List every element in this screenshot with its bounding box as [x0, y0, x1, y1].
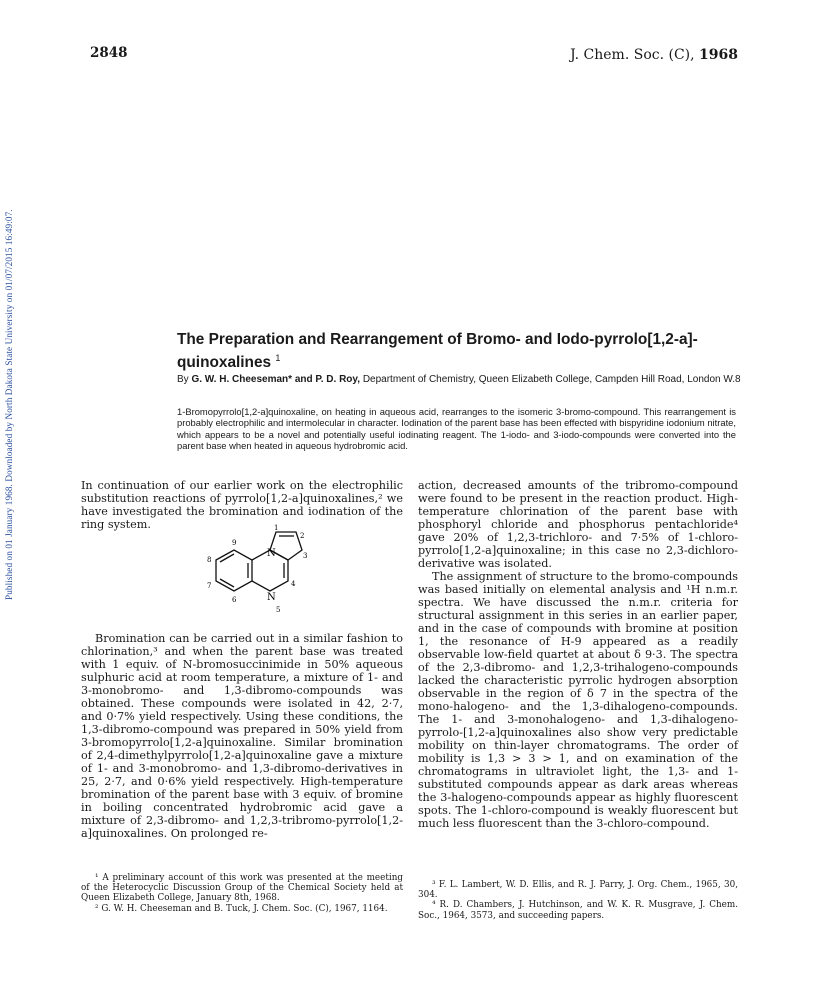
position-label: 5 [276, 606, 281, 614]
author-line [177, 373, 777, 386]
structure-assignment-paragraph: The assignment of structure to the bromo-compounds was based initially on elemental analysis and ¹H n.m.r. spectra. We have discussed the n.m.r. criteria for structural assignment in this series in an earlier paper, and in the case of compounds with bromine at position 1, the resonance of H-9 appeared as a readily observable low-field quartet at about δ 9·3. The spectra of the 2,3-dibromo- and 1,2,3-trihalogeno-compounds lacked the characteristic pyrrolic hydrogen absorption observable in the region of δ 7 in the spectra of the mono-halogeno- and the 1,3-dihalogeno-compounds. The 1- and 3-monohalogeno- and 1,3-dihalogeno-pyrrolo-[1,2-a]quinoxalines also show very predictable mobility on thin-layer chromatograms. The order of mobility is 1,3 > 3 > 1, and on examination of the chromatograms in ultraviolet light, the 1,3- and 1-substituted compounds appear as dark areas whereas the 3-halogeno-compounds appear as highly fluorescent spots. The 1-chloro-compound is weakly fluorescent but much less fluorescent than the 3-chloro-compound. [418, 570, 738, 830]
atom-label-n: N [267, 592, 276, 603]
journal-name: J. Chem. Soc. (C), [570, 47, 695, 63]
article-title [177, 330, 767, 372]
download-watermark: Published on 01 January 1968. Downloaded by North Dakota State University on 01/07/2015 16:49:07. [4, 209, 14, 600]
position-label: 7 [207, 582, 212, 590]
article-title-text: The Preparation and Rearrangement of Bromo- and Iodo-pyrrolo[1,2-a]-quinoxalines [177, 331, 698, 372]
bromination-paragraph: Bromination can be carried out in a similar fashion to chlorination,³ and when the parent base was treated with 1 equiv. of N-bromosuccinimide in 50% aqueous sulphuric acid at room temperature, a mixture of 1- and 3-monobromo- and 1,3-dibromo-compounds was obtained. These compounds were isolated in 42, 2·7, and 0·7% yield respectively. Using these conditions, the 1,3-dibromo-compound was prepared in 50% yield from 3-bromopyrrolo[1,2-a]quinoxaline. Similar bromination of 2,4-dimethylpyrrolo[1,2-a]quinoxaline gave a mixture of 1- and 3-monobromo- and 1,3-dibromo-derivatives in 25, 2·7, and 0·6% yield respectively. High-temperature bromination of the parent base with 3 equiv. of bromine in boiling concentrated hydrobromic acid gave a mixture of 2,3-dibromo- and 1,2,3-tribromo-pyrrolo[1,2-a]quinoxalines. On prolonged re- [81, 632, 403, 840]
position-label: 9 [232, 539, 237, 547]
by-label: By [177, 374, 189, 385]
affiliation: Department of Chemistry, Queen Elizabeth College, Campden Hill Road, London W.8 [362, 374, 741, 385]
author-names: G. W. H. Cheeseman* and P. D. Roy, [191, 374, 361, 385]
page-number: 2848 [90, 45, 128, 61]
pyrroloquinoxaline-structure-diagram [190, 524, 310, 617]
intro-paragraph: In continuation of our earlier work on the electrophilic substitution reactions of pyrrolo[1,2-a]quinoxalines,² we have investigated the bromination and iodination of the ring system. [81, 479, 403, 531]
position-label: 3 [303, 552, 308, 560]
position-label: 1 [274, 524, 279, 532]
footnote-2: ² G. W. H. Cheeseman and B. Tuck, J. Chem. Soc. (C), 1967, 1164. [95, 903, 388, 914]
atom-label-n: N [267, 548, 276, 559]
position-label: 2 [300, 532, 305, 540]
abstract: 1-Bromopyrrolo[1,2-a]quinoxaline, on heating in aqueous acid, rearranges to the isomeric 3-bromo-compound. This rearrangement is probably electrophilic and intermolecular in character. Iodination of the parent base has been effected with bispyridine iodonium nitrate, which appears to be a novel and potentially useful iodinating reagent. The 1-iodo- and 3-iodo-compounds were converted into the parent base when heated in aqueous hydrobromic acid. [177, 406, 736, 451]
footnotes-right [418, 880, 738, 921]
journal-header [570, 47, 738, 63]
benzene-ring [216, 550, 252, 591]
position-label: 8 [207, 556, 212, 564]
position-label: 6 [232, 596, 237, 604]
footnotes-left [81, 873, 403, 914]
journal-year: 1968 [699, 47, 738, 63]
footnote-1: ¹ A preliminary account of this work was presented at the meeting of the Heterocyclic Discussion Group of the Chemical Society held at Queen Elizabeth College, January 8th, 1968. [81, 873, 403, 904]
position-label: 4 [291, 580, 296, 588]
title-footnote-ref: 1 [275, 353, 281, 363]
chlorination-paragraph: action, decreased amounts of the tribromo-compound were found to be present in the reaction product. High-temperature chlorination of the parent base with phosphoryl chloride and phosphorus pentachloride⁴ gave 20% of 1,2,3-trichloro- and 7·5% of 1-chloro-pyrrolo[1,2-a]quinoxaline; in this case no 2,3-dichloro-derivative was isolated. [418, 479, 738, 570]
right-column [418, 479, 738, 830]
footnote-3: ³ F. L. Lambert, W. D. Ellis, and R. J. Parry, J. Org. Chem., 1965, 30, 304. [418, 880, 738, 901]
footnote-4: ⁴ R. D. Chambers, J. Hutchinson, and W. K. R. Musgrave, J. Chem. Soc., 1964, 3573, and succeeding papers. [418, 900, 738, 921]
